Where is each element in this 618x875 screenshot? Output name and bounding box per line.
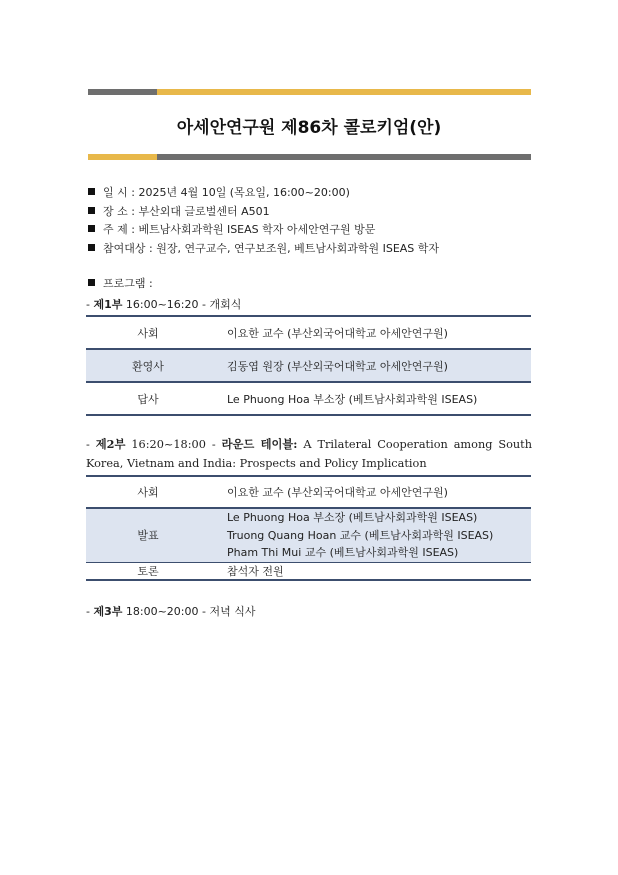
table-row: 답사 Le Phuong Hoa 부소장 (베트남사회과학원 ISEAS) [137, 392, 478, 406]
bottom-rule-gray [157, 154, 531, 160]
bullet-square-icon [88, 244, 95, 251]
table-row: 사회 이요한 교수 (부산외국어대학교 아세안연구원) [137, 326, 448, 340]
bullet-square-icon [88, 188, 95, 195]
page-title: 아세안연구원 제86차 콜로키엄(안) [176, 118, 442, 138]
session3-heading: - 제3부 18:00~20:00 - 저녁 식사 [86, 605, 256, 618]
bullet-square-icon [88, 225, 95, 232]
bottom-rule-gold [88, 154, 157, 160]
top-rule-gold [157, 89, 531, 95]
session1-heading: - 제1부 16:00~16:20 - 개회식 [86, 298, 242, 311]
bullet-square-icon [88, 207, 95, 214]
presenter-item: Truong Quang Hoan 교수 (베트남사회과학원 ISEAS) [227, 528, 494, 542]
table-row: 토론 참석자 전원 [137, 564, 284, 578]
table-row: 발표 Le Phuong Hoa 부소장 (베트남사회과학원 ISEAS) Truong Quang Hoan 교수 (베트남사회과학원 ISEAS) Pham Thi Mui 교수 (베트남사회과학원 ISEAS) [86, 508, 531, 562]
session1-table [86, 315, 531, 416]
presenter-item: Pham Thi Mui 교수 (베트남사회과학원 ISEAS) [227, 546, 459, 559]
info-row-participants: 참여대상 : 원장, 연구교수, 연구보조원, 베트남사회과학원 ISEAS 학자 [88, 240, 439, 259]
info-row-date: 일 시 : 2025년 4월 10일 (목요일, 16:00~20:00) [88, 184, 439, 203]
top-rule-gray [88, 89, 157, 95]
bullet-square-icon [88, 279, 95, 286]
info-row-topic: 주 제 : 베트남사회과학원 ISEAS 학자 아세안연구원 방문 [88, 221, 439, 240]
program-heading: 프로그램 : [88, 275, 153, 291]
info-row-place: 장 소 : 부산외대 글로벌센터 A501 [88, 203, 439, 222]
presenter-item: Le Phuong Hoa 부소장 (베트남사회과학원 ISEAS) [227, 511, 478, 524]
table-row: 환영사 김동엽 원장 (부산외국어대학교 아세안연구원) [86, 349, 531, 382]
session2-heading: - 제2부 16:20~18:00 - 라운드 테이블: A Trilateral Cooperation among South Korea, Vietnam and India: Prospects and Policy Implication [86, 437, 533, 470]
session2-table [86, 475, 531, 581]
event-info [88, 184, 439, 258]
table-row: 사회 이요한 교수 (부산외국어대학교 아세안연구원) [137, 486, 448, 499]
